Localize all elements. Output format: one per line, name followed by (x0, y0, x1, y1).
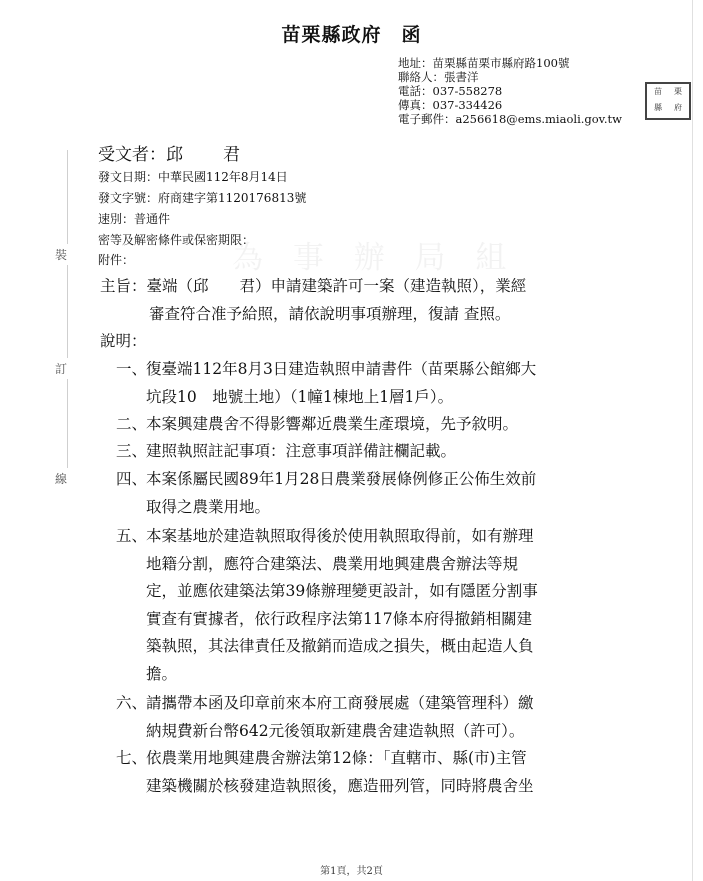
page-edge-divider (692, 0, 693, 881)
item-number: 六、 (116, 694, 148, 712)
document-title: 苗栗縣政府 函 (281, 24, 422, 46)
item-number: 一、 (116, 360, 148, 378)
item-line: 實查有實據者，依行政程序法第117條本府得撤銷相關建 (146, 609, 533, 628)
contact-person-line: 聯絡人：張書洋 (398, 70, 479, 84)
seal-char: 縣 (654, 103, 662, 112)
subject-line-1: 主旨：臺端（邱 君）申請建築許可一案（建造執照），業經 (100, 277, 527, 295)
item-number: 四、 (116, 470, 148, 488)
recipient-label: 受文者：邱 (98, 145, 183, 165)
official-seal-stamp (645, 82, 691, 120)
item-line: 復臺端112年8月3日建造執照申請書件（苗栗縣公館鄉大 (146, 360, 537, 378)
confidentiality: 密等及解密條件或保密期限： (98, 233, 255, 247)
seal-char: 苗 (654, 87, 662, 96)
email-line: 電子郵件：a256618@ems.miaoli.gov.tw (398, 112, 622, 126)
list-item (146, 356, 536, 411)
item-number: 七、 (116, 749, 148, 767)
list-item (146, 745, 534, 800)
binding-mark-ding: 訂 (54, 358, 68, 379)
item-line: 建築機關於核發建造執照後，應造冊列管，同時將農舍坐 (146, 776, 534, 795)
item-line: 本案興建農舍不得影響鄰近農業生產環境，先予敘明。 (146, 415, 519, 433)
item-line: 擔。 (146, 664, 178, 683)
page-footer: 第1頁，共2頁 (320, 866, 383, 877)
seal-char: 栗 (674, 87, 682, 96)
attachment: 附件： (98, 253, 135, 267)
item-line: 依農業用地興建農舍辦法第12條：「直轄市、縣(市)主管 (146, 749, 527, 767)
phone-line: 電話：037-558278 (398, 84, 503, 98)
item-line: 築執照，其法律責任及撤銷而造成之損失，概由起造人負 (146, 637, 534, 655)
list-item (146, 690, 534, 745)
watermark: 為 事 辦 局 組 (232, 240, 517, 276)
item-line: 本案基地於建造執照取得後於使用執照取得前，如有辦理 (146, 527, 534, 545)
item-line: 請攜帶本函及印章前來本府工商發展處（建築管理科）繳 (146, 694, 534, 712)
item-number: 三、 (116, 442, 148, 460)
delivery-speed: 速別：普通件 (98, 212, 171, 226)
explanation-label: 說明： (100, 332, 147, 350)
issue-date: 發文日期：中華民國112年8月14日 (98, 170, 288, 184)
item-line: 納規費新台幣642元後領取新建農舍建造執照（許可）。 (146, 721, 525, 740)
list-item (146, 523, 538, 688)
list-item (146, 466, 536, 521)
document-number: 發文字號：府商建字第1120176813號 (98, 191, 307, 205)
binding-mark-xian: 線 (54, 468, 68, 489)
contact-block (398, 56, 622, 126)
seal-char: 府 (674, 103, 682, 112)
binding-line (67, 150, 68, 475)
item-number: 五、 (116, 527, 148, 545)
binding-mark-zhuang: 裝 (54, 244, 68, 265)
recipient-line (98, 140, 240, 165)
list-item (146, 438, 456, 466)
subject-line-2: 審查符合准予給照，請依說明事項辦理，復請 查照。 (149, 305, 511, 323)
item-line: 定，並應依建築法第39條辦理變更設計，如有隱匿分割事 (146, 582, 538, 600)
item-line: 取得之農業用地。 (146, 497, 271, 516)
item-number: 二、 (116, 415, 148, 433)
fax-line: 傳真：037-334426 (398, 98, 503, 112)
list-item (146, 411, 518, 439)
item-line: 坑段10 地號土地）（1幢1棟地上1層1戶）。 (146, 387, 454, 406)
item-line: 本案係屬民國89年1月28日農業發展條例修正公佈生效前 (146, 470, 537, 488)
item-line: 建照執照註記事項：注意事項詳備註欄記載。 (146, 442, 457, 460)
recipient-suffix: 君 (223, 145, 240, 165)
item-line: 地籍分割，應符合建築法、農業用地興建農舍辦法等規 (146, 554, 519, 573)
address-line: 地址：苗栗縣苗栗市縣府路100號 (398, 56, 570, 70)
